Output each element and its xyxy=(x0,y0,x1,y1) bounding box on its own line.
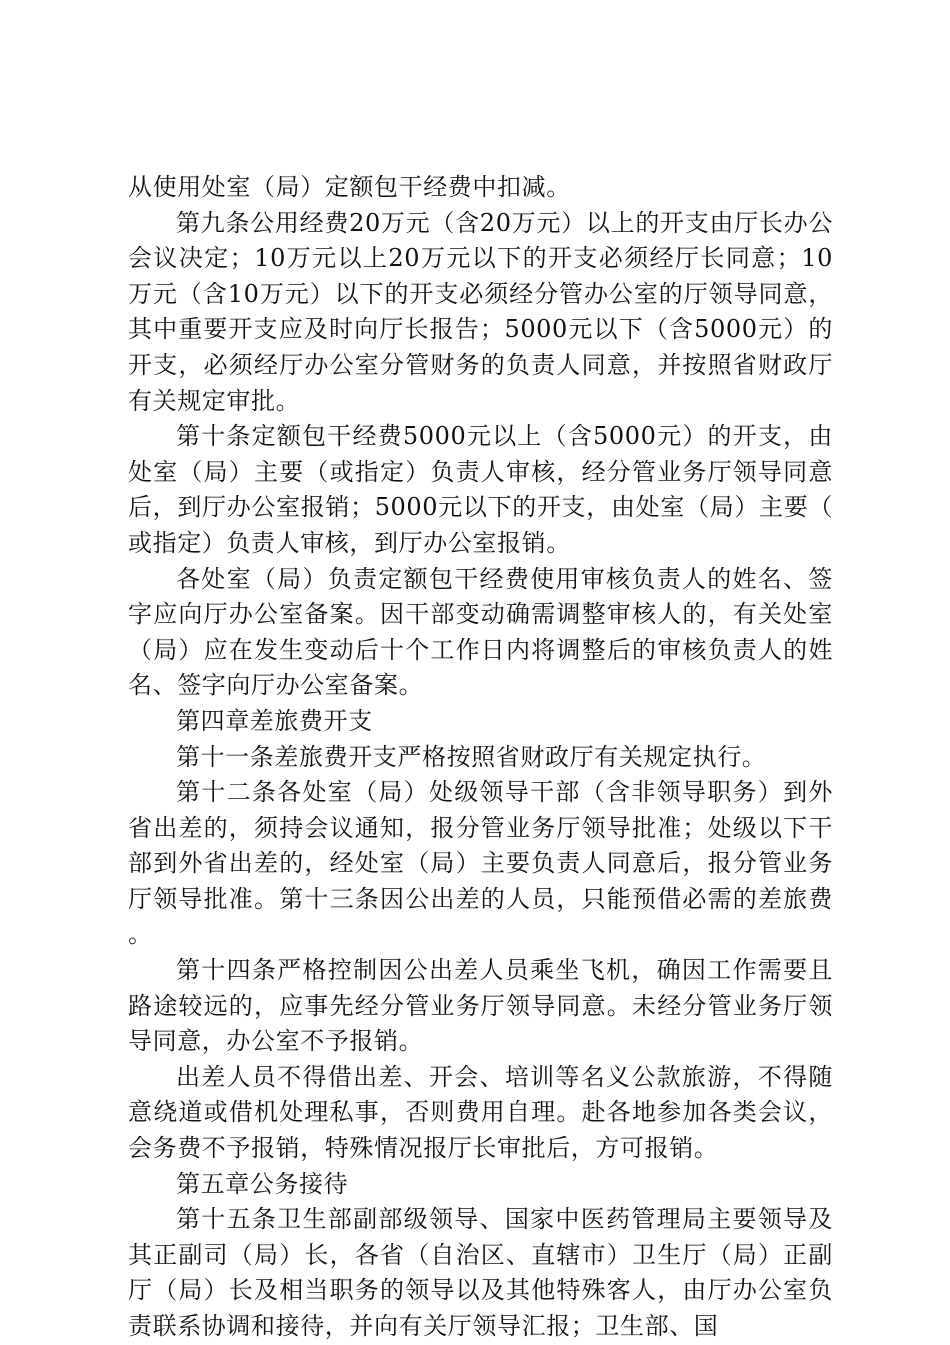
record-filing-paragraph: 各处室（局）负责定额包干经费使用审核负责人的姓名、签字应向厅办公室备案。因干部变动确需调整审核人的，有关处室（局）应在发生变动后十个工作日内将调整后的审核负责人的姓名、签字向厅办公室备案。 xyxy=(128,564,833,700)
article-11-paragraph: 第十一条差旅费开支严格按照省财政厅有关规定执行。 xyxy=(176,742,767,771)
travel-rules-paragraph: 出差人员不得借出差、开会、培训等名义公款旅游，不得随意绕道或借机处理私事，否则费用自理。赴各地参加各类会议，会务费不予报销，特殊情况报厅长审批后，方可报销。 xyxy=(128,1062,833,1163)
article-14-paragraph: 第十四条严格控制因公出差人员乘坐飞机，确因工作需要且路途较远的，应事先经分管业务厅领导同意。未经分管业务厅领导同意，办公室不予报销。 xyxy=(128,956,833,1056)
article-15-paragraph: 第十五条卫生部副部级领导、国家中医药管理局主要领导及其正副司（局）长，各省（自治区、直辖市）卫生厅（局）正副厅（局）长及相当职务的领导以及其他特殊客人，由厅办公室负责联系协调和接待，并向有关厅领导汇报；卫生部、国 xyxy=(128,1205,833,1340)
document-body xyxy=(128,170,833,1345)
article-12-paragraph: 第十二条各处室（局）处级领导干部（含非领导职务）到外省出差的，须持会议通知，报分管业务厅领导批准；处级以下干部到外省出差的，经处室（局）主要负责人同意后，报分管业务厅领导批准。第十三条因公出差的人员，只能预借必需的差旅费。 xyxy=(128,778,833,949)
chapter-4-heading: 第四章差旅费开支 xyxy=(176,706,373,735)
article-10-paragraph: 第十条定额包干经费5000元以上（含5000元）的开支，由处室（局）主要（或指定）负责人审核，经分管业务厅领导同意后，到厅办公室报销；5000元以下的开支，由处室（局）主要（或指定）负责人审核，到厅办公室报销。 xyxy=(128,422,833,557)
paragraph-continuation: 从使用处室（局）定额包干经费中扣减。 xyxy=(128,173,571,201)
chapter-5-heading: 第五章公务接待 xyxy=(176,1169,349,1198)
article-9-paragraph: 第九条公用经费20万元（含20万元）以上的开支由厅长办公会议决定；10万元以上20万元以下的开支必须经厅长同意；10万元（含10万元）以下的开支必须经分管办公室的厅领导同意，其中重要开支应及时向厅长报告；5000元以下（含5000元）的开支，必须经厅办公室分管财务的负责人同意，并按照省财政厅有关规定审批。 xyxy=(128,208,833,415)
